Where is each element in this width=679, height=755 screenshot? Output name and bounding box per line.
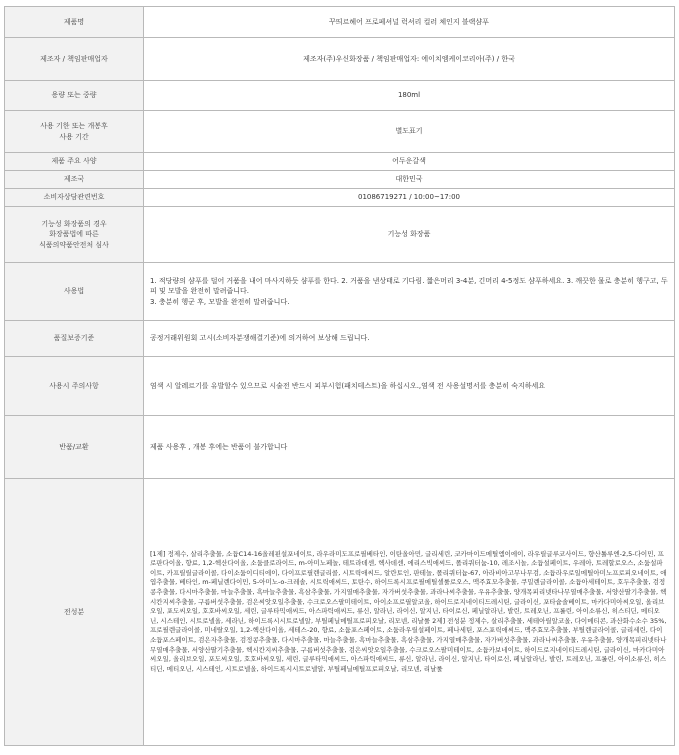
row-return (5, 416, 675, 479)
value-manufacturer: 제조자(주)우신화장품 / 책임판매업자: 에이치엠케이코리아(주) / 한국 (144, 38, 675, 81)
label-volume: 용량 또는 중량 (5, 81, 144, 111)
label-warranty: 품질보증기준 (5, 321, 144, 357)
value-caution: 염색 시 알레르기를 유발할수 있으므로 시술전 반드시 피부시험(패치테스트)을 하십시오.,염색 전 사용설명서를 충분히 숙지하세요 (144, 357, 675, 416)
row-contact (5, 189, 675, 207)
value-ingredients: [1제] 정제수, 살리추출물, 소듐C14-16올레핀설포네이트, 라우라미도프로필베타인, 이탄올아민, 글리세린, 코카마이드메틸엠이에이, 라우릴글루코사이드, 향산톨루엔-2,5-다이민, 프로판다이올, 향료, 1,2-헥산다이올, 소듐클로라이드, m-아미노페놀, 테트라데센, 헥사데센, 에리스빅애씨드, 폴리쿼터늄-10, 레조시놀, 소듐설페이트, 우레아, 트레할로오스, 소듐설파이트, 카프릴릴글라이콜, 다이소듐이디티에이, 다이프로필렌글리콜, 시트릭애씨드, 알란토인, 판테놀, 폴리쿼터늄-67, 아라비아고무나무검, 소듐라우로일메틸아미노프로피오네이트, 애엽추출물, 베타인, m-페닐렌다이민, 5-아미노-o-크레솔, 시트릭애씨드, 토탄수, 하이드록시프로필메틸셀룰로오스, 맥주효모추출물, 쿠밀렌글라이콜, 소듐아세테이트, 호두추출물, 검정콩추출물, 다시마추출물, 마늘추출물, 흑마늘추출물, 흑삼추출물, 가지열매추출물, 자가버섯추출물, 과라나씨추출물, 우유추출물, 양개목피리넷타나무열매추출물, 서양산딸기추출물, 헥시칸지씨추출물, 구름버섯추출물, 검은씨앗오일추출물, 수크로오스팔미테이트, 아이소프로필알코올, 하이드로지네이티드레시틴, 글라이신, 포타슘솔베이트, 마카다미아씨오일, 올리브오일, 포도씨오일, 호호바씨오일, 세린, 글루타믹애씨드, 아스파틱애씨드, 류신, 알라닌, 라이신, 알지닌, 타이로신, 페닐알라닌, 발린, 트레오닌, 프롤린, 아이소류신, 히스티딘, 메티오닌, 시스테인, 시트로넬올, 세라닌, 하이드록시시트로넬알, 부틸페닐메틸프로피오날, 리모넨, 리날룰 2제] 전성분 정제수, 살리추출물, 세테아릴알코올, 다이메티콘, 과산화수소수 35%, 프로필렌글라이콜, 미네랄오일, 1,2-헥산다이올, 세테스-20, 향료, 소듐포스페이트, 소듐라우릴설페이트, 페나세틴, 포스포릭애씨드, 맥주효모추출물, 부틸렌글라이콜, 글리세린, 다이소듐포스페이트, 검은자추출물, 검정콩추출물, 다시마추출물, 마늘추출물, 흑마늘추출물, 흑삼추출물, 가지열매추출물, 자가버섯추출물, 과라나씨추출물, 우유추출물, 양개목피리넷타나무열매추출물, 서양산딸기추출물, 헥시칸지씨추출물, 구름버섯추출물, 검은씨앗오일추출물, 수크로오스팔미테이트, 소듐카보네이트, 하이드로지네이티드레시틴, 글라이신, 마카다미아씨오일, 올리브오일, 포도씨오일, 호호바씨오일, 세린, 글루타믹애씨드, 아스파틱애씨드, 류신, 알라닌, 라이신, 알지닌, 타이로신, 페닐알라닌, 발린, 트레오닌, 프롤린, 아이소류신, 히스티딘, 메티오닌, 시스테인, 시트로넬올, 하이드록시시트로넬알, 부틸페닐메틸프로피오날, 리모넨, 리날룰 (144, 479, 675, 746)
row-ingredients (5, 479, 675, 746)
label-product-name: 제품명 (5, 7, 144, 38)
value-usage: 1. 적당량의 샴푸를 덜어 거품을 내어 마사지하듯 샴푸를 한다. 2. 거품을 낸상태로 기다림. 짧은머리 3-4분, 긴머리 4-5정도 샴푸하세요. 3. 깨끗한 물로 충분히 헹구고, 두피 및 모발을 완전히 말려줍니다. 3. 충분히 헹군 후, 모발을 완전히 말려줍니다. (144, 263, 675, 321)
row-country (5, 171, 675, 189)
value-return: 제품 사용후 , 개봉 후에는 반품이 불가합니다 (144, 416, 675, 479)
label-contact: 소비자상담관련번호 (5, 189, 144, 207)
value-spec: 어두운갈색 (144, 153, 675, 171)
label-spec: 제품 주요 사양 (5, 153, 144, 171)
product-info-table (4, 6, 675, 746)
label-manufacturer: 제조자 / 책임판매업자 (5, 38, 144, 81)
value-contact: 01086719271 / 10:00~17:00 (144, 189, 675, 207)
row-product-name (5, 7, 675, 38)
row-expiry (5, 111, 675, 153)
product-info-sheet (4, 6, 675, 746)
value-functional: 기능성 화장품 (144, 207, 675, 263)
value-expiry: 별도표기 (144, 111, 675, 153)
value-warranty: 공정거래위원회 고시(소비자분쟁해결기준)에 의거하여 보상해 드립니다. (144, 321, 675, 357)
row-manufacturer (5, 38, 675, 81)
row-warranty (5, 321, 675, 357)
value-country: 대한민국 (144, 171, 675, 189)
label-functional: 기능성 화장품의 경우 화장품법에 따른 식품의약품안전처 심사 (5, 207, 144, 263)
label-expiry: 사용 기한 또는 개봉후 사용 기간 (5, 111, 144, 153)
row-functional (5, 207, 675, 263)
row-spec (5, 153, 675, 171)
label-country: 제조국 (5, 171, 144, 189)
label-return: 반품/교환 (5, 416, 144, 479)
row-usage (5, 263, 675, 321)
label-usage: 사용법 (5, 263, 144, 321)
label-ingredients: 전성분 (5, 479, 144, 746)
row-caution (5, 357, 675, 416)
value-product-name: 꾸띄르헤어 프로페셔널 럭셔리 컬러 체인지 블랙샴푸 (144, 7, 675, 38)
label-caution: 사용시 주의사항 (5, 357, 144, 416)
row-volume (5, 81, 675, 111)
value-volume: 180ml (144, 81, 675, 111)
